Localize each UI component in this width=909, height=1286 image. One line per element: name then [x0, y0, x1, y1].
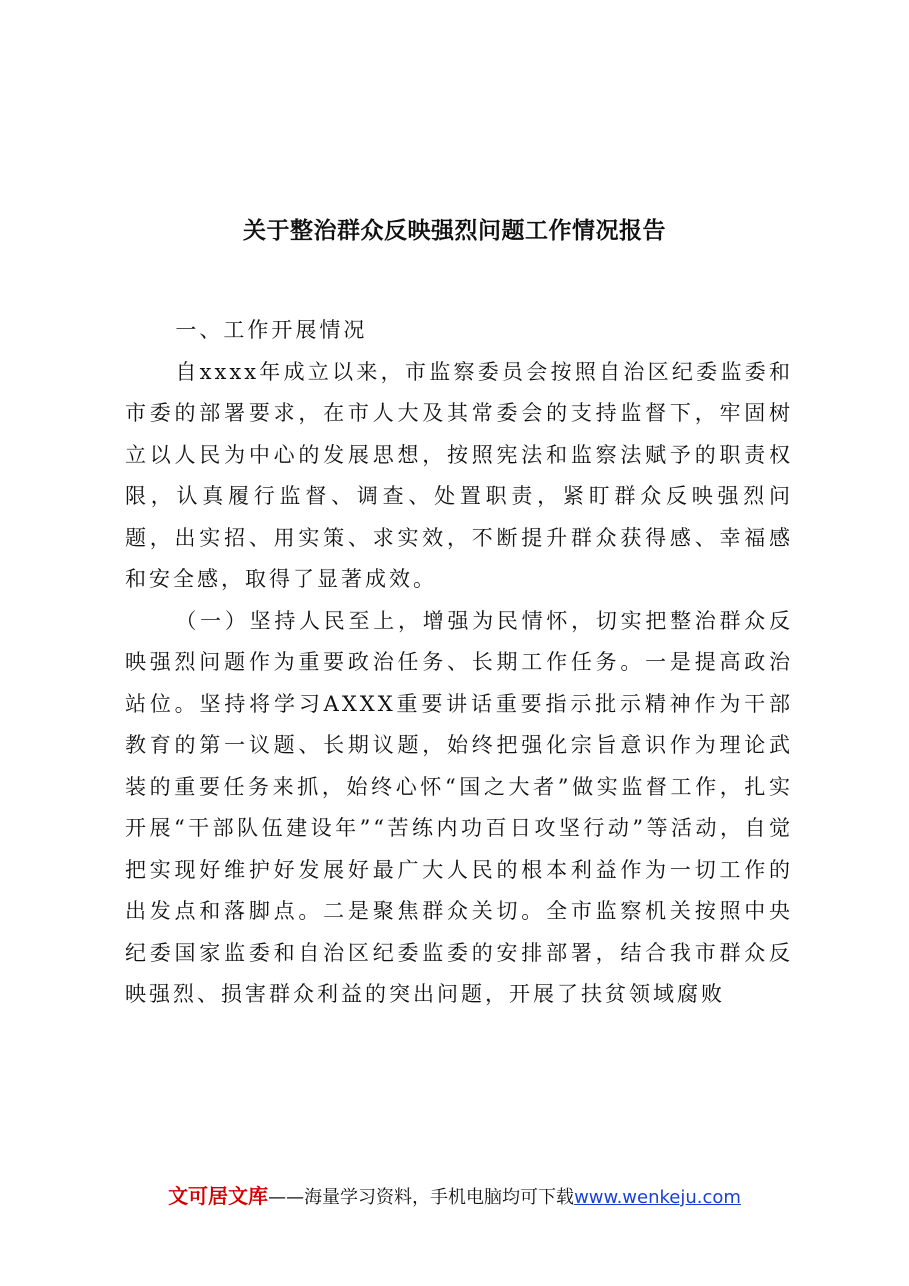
section-heading: 一、工作开展情况 [175, 318, 368, 342]
footer-link[interactable]: www.wenkeju.com [574, 1187, 741, 1208]
paragraph: （一）坚持人民至上，增强为民情怀，切实把整治群众反映强烈问题作为重要政治任务、长期工作任务。一是提高政治站位。坚持将学习AXXX重要讲话重要指示批示精神作为干部教育的第一议题、长期议题，始终把强化宗旨意识作为理论武装的重要任务来抓，始终心怀“国之大者”做实监督工作，扎实开展“干部队伍建设年”“苦练内功百日攻坚行动”等活动，自觉把实现好维护好发展好最广大人民的根本利益作为一切工作的出发点和落脚点。二是聚焦群众关切。全市监察机关按照中央纪委国家监委和自治区纪委监委的安排部署，结合我市群众反映强烈、损害群众利益的突出问题，开展了扶贫领域腐败 [125, 608, 793, 1006]
document-body [125, 310, 793, 1016]
document-title: 关于整治群众反映强烈问题工作情况报告 [243, 217, 666, 244]
footer-watermark [0, 1180, 909, 1209]
footer-tagline: ——海量学习资料，手机电脑均可下载 [268, 1187, 575, 1208]
paragraph: 自xxxx年成立以来，市监察委员会按照自治区纪委监委和市委的部署要求，在市人大及其常委会的支持监督下，牢固树立以人民为中心的发展思想，按照宪法和监察法赋予的职责权限，认真履行监督、调查、处置职责，紧盯群众反映强烈问题，出实招、用实策、求实效，不断提升群众获得感、幸福感和安全感，取得了显著成效。 [125, 359, 793, 591]
footer-brand: 文可居文库 [168, 1184, 269, 1208]
